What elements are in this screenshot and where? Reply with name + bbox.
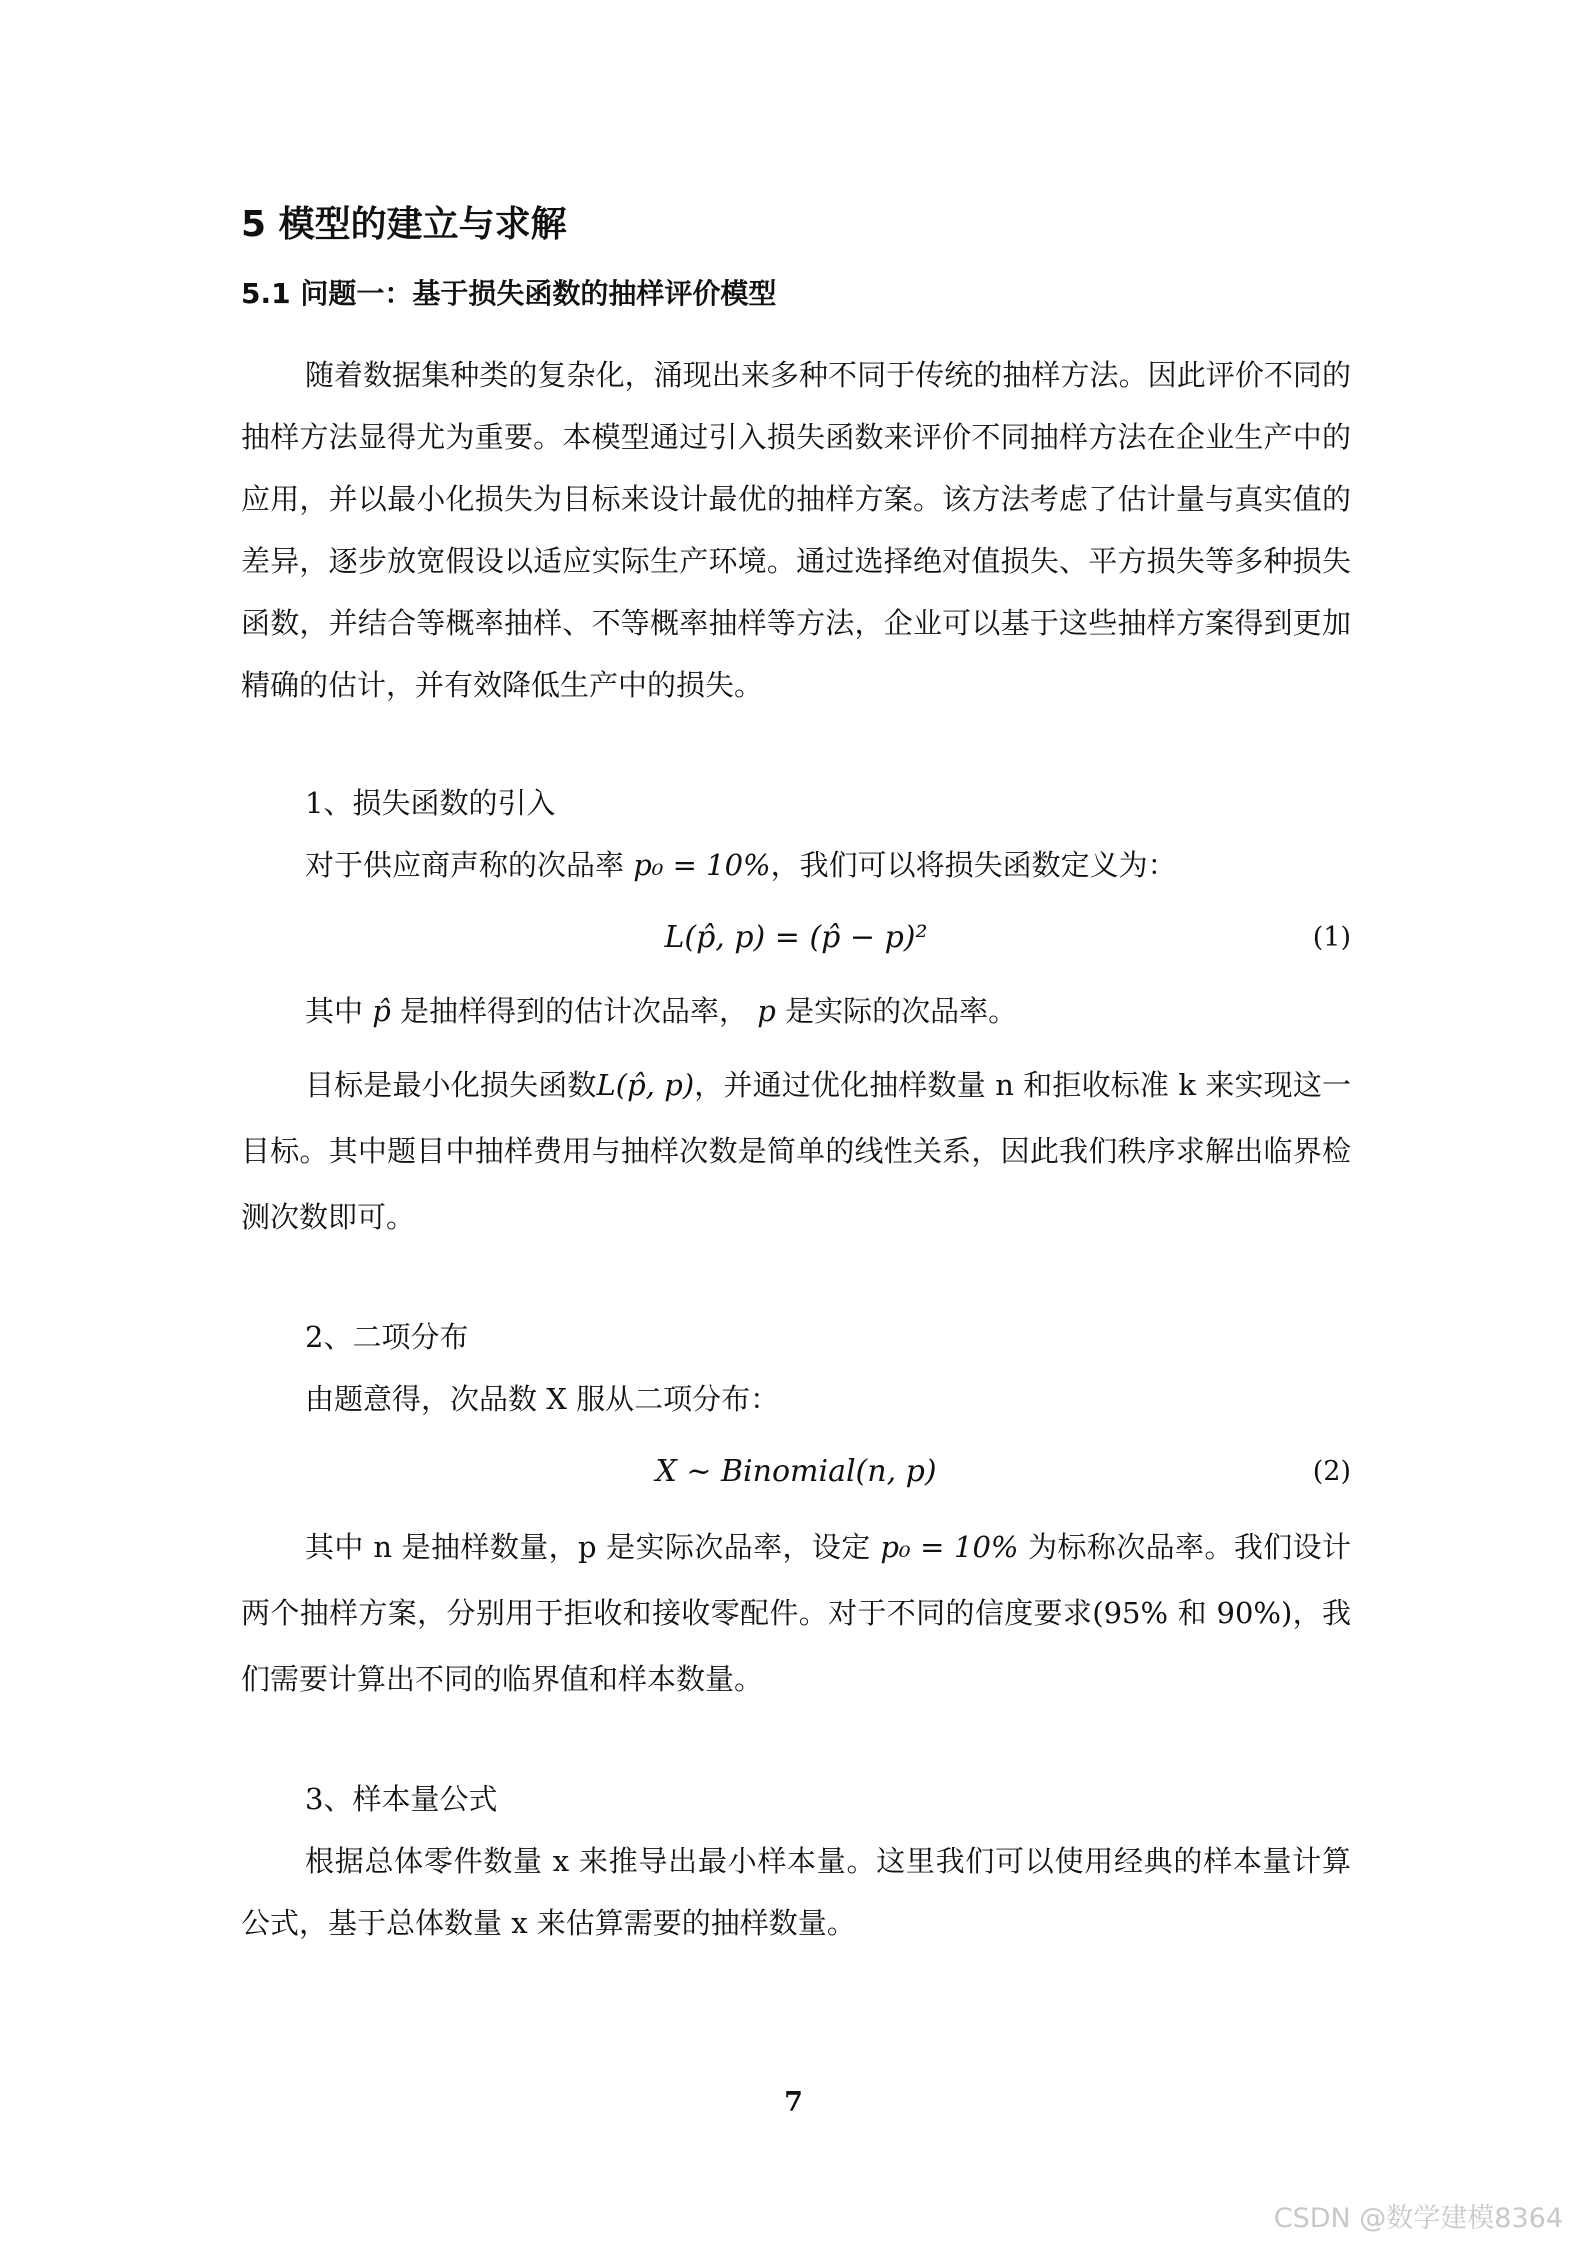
item3-text: 根据总体零件数量 x 来推导出最小样本量。这里我们可以使用经典的样本量计算公式，基于总体数量 x 来估算需要的抽样数量。 [241, 1844, 1351, 1940]
intro-paragraph: 随着数据集种类的复杂化，涌现出来多种不同于传统的抽样方法。因此评价不同的抽样方法显得尤为重要。本模型通过引入损失函数来评价不同抽样方法在企业生产中的应用，并以最小化损失为目标来设计最优的抽样方案。该方法考虑了估计量与真实值的差异，逐步放宽假设以适应实际生产环境。通过选择绝对值损失、平方损失等多种损失函数，并结合等概率抽样、不等概率抽样等方法，企业可以基于这些抽样方案得到更加精确的估计，并有效降低生产中的损失。 [241, 358, 1351, 702]
equation-2-expression: X ~ Binomial(n, p) [655, 1454, 937, 1489]
p-hat-symbol: p̂ [372, 994, 391, 1028]
p-symbol: p [757, 994, 776, 1028]
item1-explanation: 其中 p̂ 是抽样得到的估计次品率， p 是实际的次品率。 [305, 994, 1018, 1028]
page-content [241, 200, 1351, 1954]
csdn-watermark: CSDN @数学建模8364 [1273, 2203, 1563, 2234]
item1-line1: 对于供应商声称的次品率 p₀ = 10%，我们可以将损失函数定义为： [305, 848, 1177, 882]
subsection-title: 5.1 问题一：基于损失函数的抽样评价模型 [241, 277, 777, 310]
p0-value-math: p₀ = 10% [633, 848, 771, 882]
section-title: 5 模型的建立与求解 [241, 204, 567, 245]
equation-2-number: (2) [1312, 1456, 1351, 1487]
loss-function-math: L(p̂, p) [596, 1068, 695, 1102]
page-number: 7 [784, 2087, 803, 2118]
equation-2 [241, 1442, 1351, 1502]
equation-1 [241, 908, 1351, 968]
item3-heading: 3、样本量公式 [305, 1782, 498, 1816]
equation-1-number: (1) [1312, 922, 1351, 953]
equation-1-expression: L(p̂, p) = (p̂ − p)² [664, 920, 928, 955]
item1-goal: 目标是最小化损失函数L(p̂, p)，并通过优化抽样数量 n 和拒收标准 k 来实现这一目标。其中题目中抽样费用与抽样次数是简单的线性关系，因此我们秩序求解出临界检测次数即可。 [241, 1068, 1351, 1234]
item2-heading: 2、二项分布 [305, 1320, 469, 1354]
item1-heading: 1、损失函数的引入 [305, 786, 556, 820]
item2-text: 其中 n 是抽样数量，p 是实际次品率，设定 p₀ = 10% 为标称次品率。我们设计两个抽样方案，分别用于拒收和接收零配件。对于不同的信度要求(95% 和 90%)，我们需要计算出不同的临界值和样本数量。 [241, 1530, 1351, 1696]
p0-nominal-math: p₀ = 10% [880, 1530, 1019, 1564]
item2-intro: 由题意得，次品数 X 服从二项分布： [305, 1382, 780, 1416]
